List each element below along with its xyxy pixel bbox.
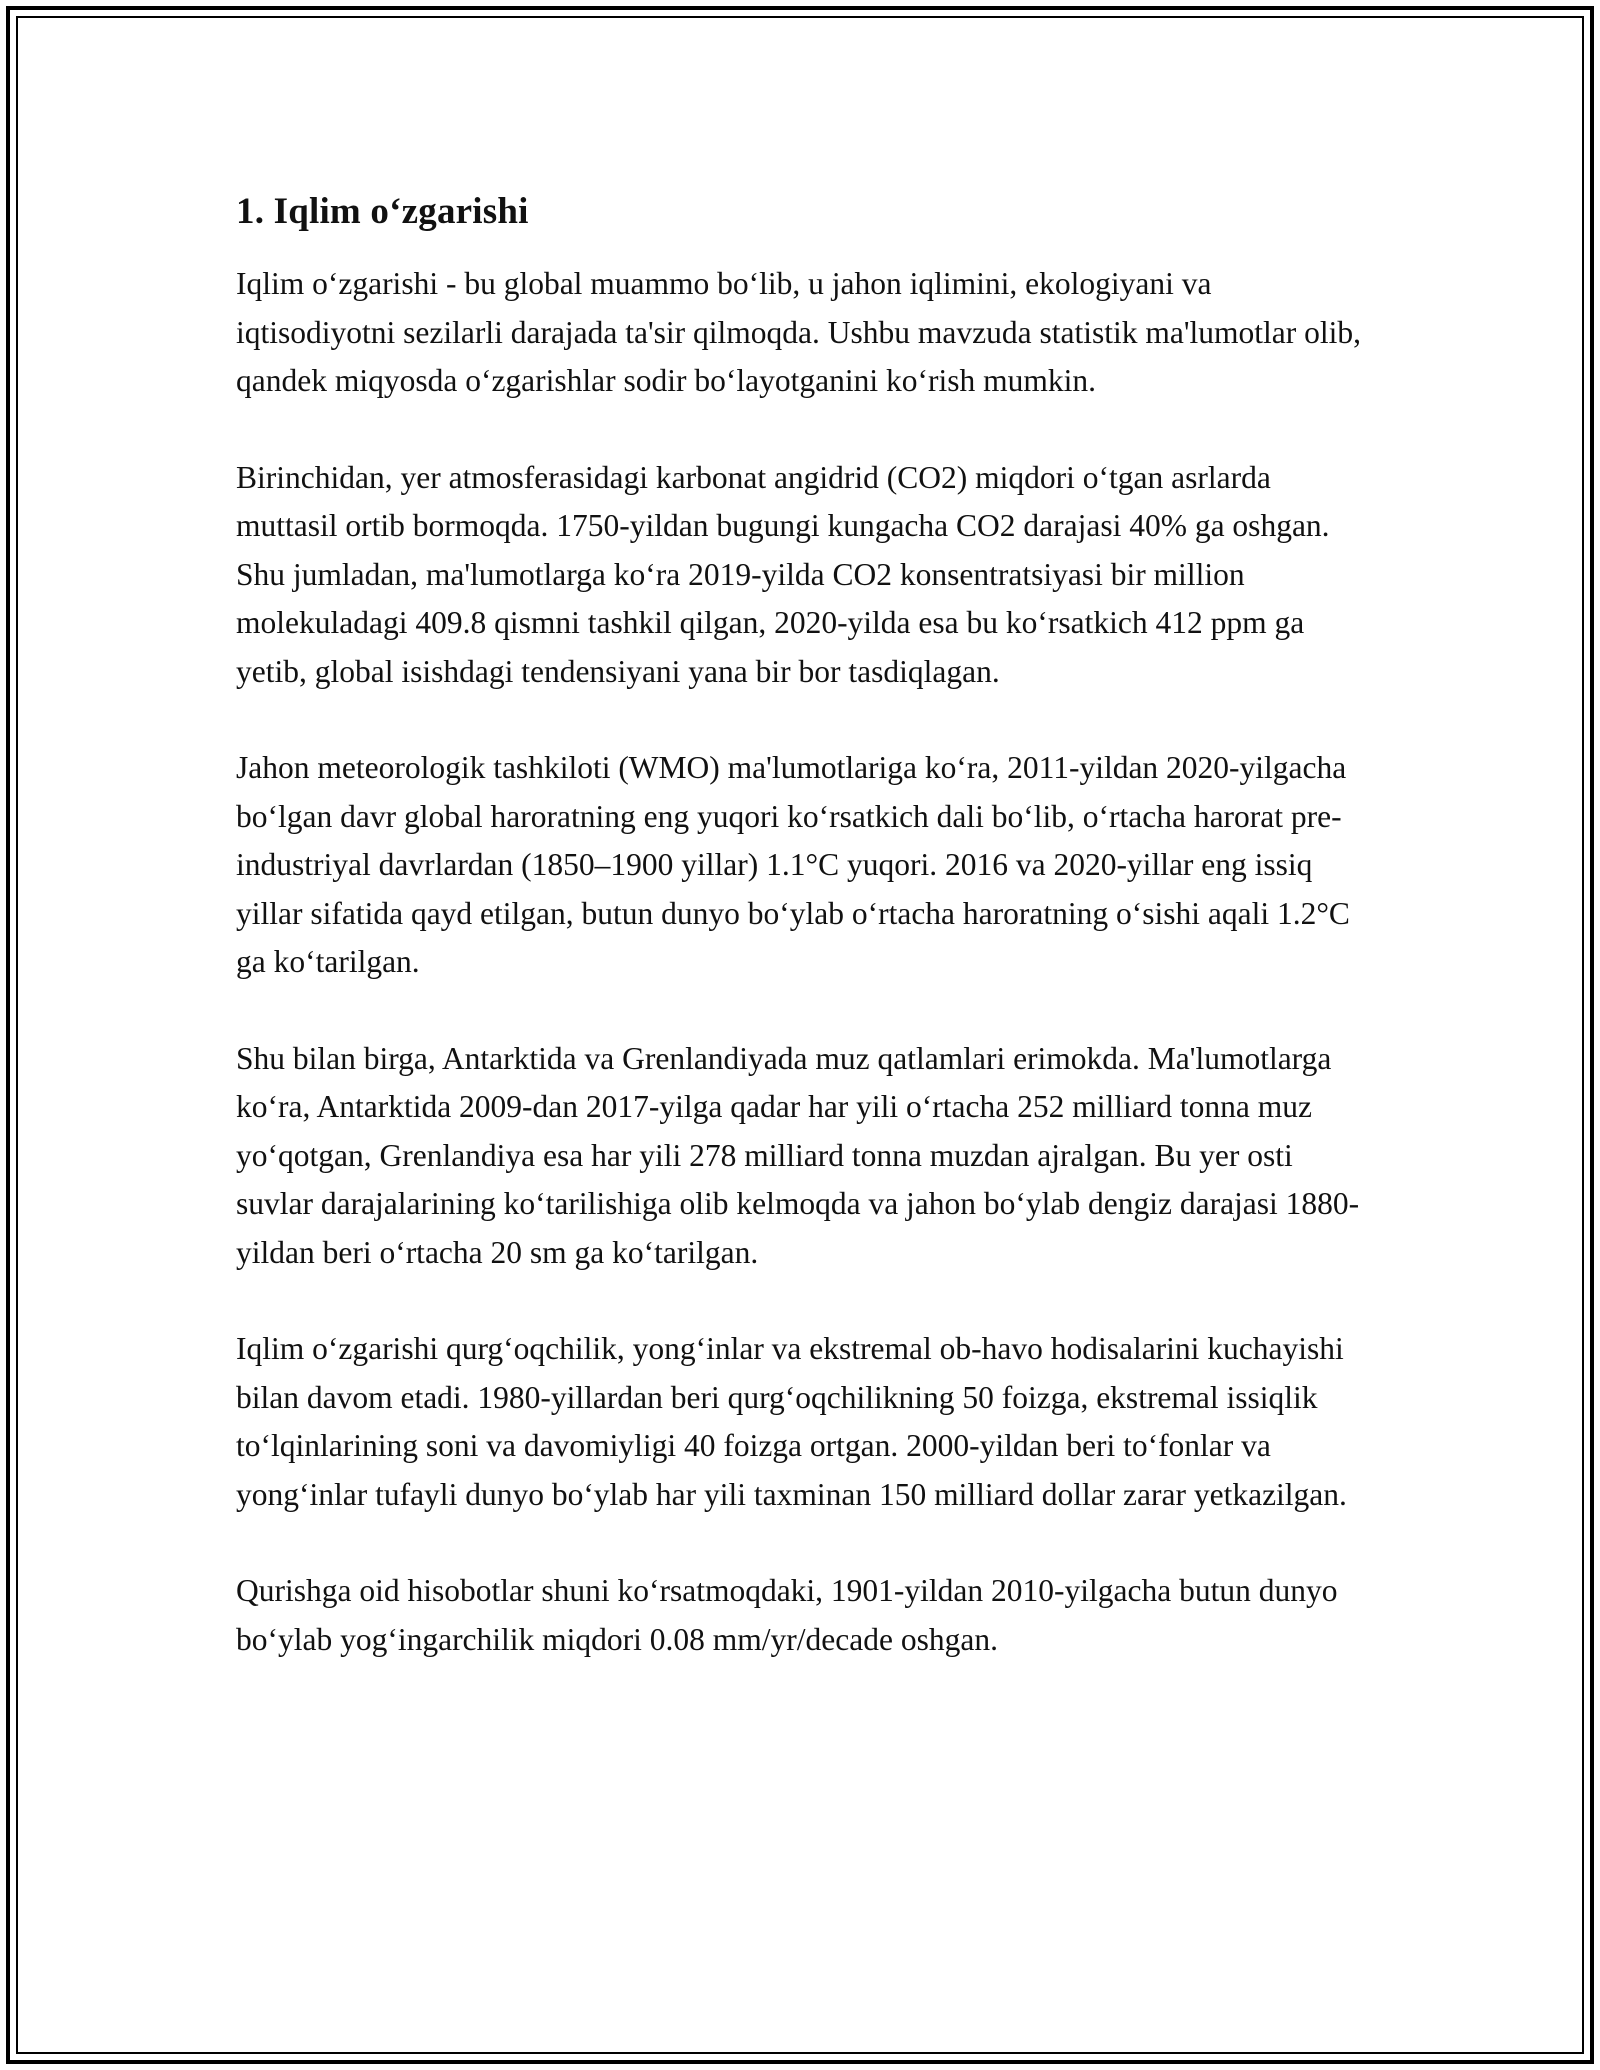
paragraph-ice-sheets: Shu bilan birga, Antarktida va Grenlandiyada muz qatlamlari erimokda. Ma'lumotlarga koʻra, Antarktida 2009-dan 2017-yilga qadar har yili oʻrtacha 252 milliard tonna muz yoʻqotgan, Grenlandiya esa har yili 278 milliard tonna muzdan ajralgan. Bu yer osti suvlar darajalarining koʻtarilishiga olib kelmoqda va jahon boʻylab dengiz darajasi 1880-yildan beri oʻrtacha 20 sm ga koʻtarilgan.	[236, 1040, 1360, 1270]
paragraph-intro: Iqlim oʻzgarishi - bu global muammo boʻlib, u jahon iqlimini, ekologiyani va iqtisodiyotni sezilarli darajada ta'sir qilmoqda. Ushbu mavzuda statistik ma'lumotlar olib, qandek miqyosda oʻzgarishlar sodir boʻlayotganini koʻrish mumkin.	[236, 266, 1362, 398]
paragraph-co2: Birinchidan, yer atmosferasidagi karbonat angidrid (CO2) miqdori oʻtgan asrlarda muttasil ortib bormoqda. 1750-yildan bugungi kungacha CO2 darajasi 40% ga oshgan. Shu jumladan, ma'lumotlarga koʻra 2019-yilda CO2 konsentratsiyasi bir million molekuladagi 409.8 qismni tashkil qilgan, 2020-yilda esa bu koʻrsatkich 412 ppm ga yetib, global isishdagi tendensiyani yana bir bor tasdiqlagan.	[236, 459, 1330, 689]
paragraph-temperature: Jahon meteorologik tashkiloti (WMO) ma'lumotlariga koʻra, 2011-yildan 2020-yilgacha boʻlgan davr global haroratning eng yuqori koʻrsatkich dali boʻlib, oʻrtacha harorat pre-industriyal davrlardan (1850–1900 yillar) 1.1°C yuqori. 2016 va 2020-yillar eng issiq yillar sifatida qayd etilgan, butun dunyo boʻylab oʻrtacha haroratning oʻsishi aqali 1.2°C ga koʻtarilgan.	[236, 750, 1350, 979]
section-heading: 1. Iqlim oʻzgarishi	[236, 191, 529, 232]
paragraph-precipitation: Qurishga oid hisobotlar shuni koʻrsatmoqdaki, 1901-yildan 2010-yilgacha butun dunyo boʻylab yogʻingarchilik miqdori 0.08 mm/yr/decade oshgan.	[236, 1573, 1338, 1657]
document-body	[236, 186, 1376, 1712]
paragraph-extreme-weather: Iqlim oʻzgarishi qurgʻoqchilik, yongʻinlar va ekstremal ob-havo hodisalarini kuchayishi bilan davom etadi. 1980-yillardan beri qurgʻoqchilikning 50 foizga, ekstremal issiqlik toʻlqinlarining soni va davomiyligi 40 foizga ortgan. 2000-yildan beri toʻfonlar va yongʻinlar tufayli dunyo boʻylab har yili taxminan 150 milliard dollar zarar yetkazilgan.	[236, 1331, 1347, 1512]
